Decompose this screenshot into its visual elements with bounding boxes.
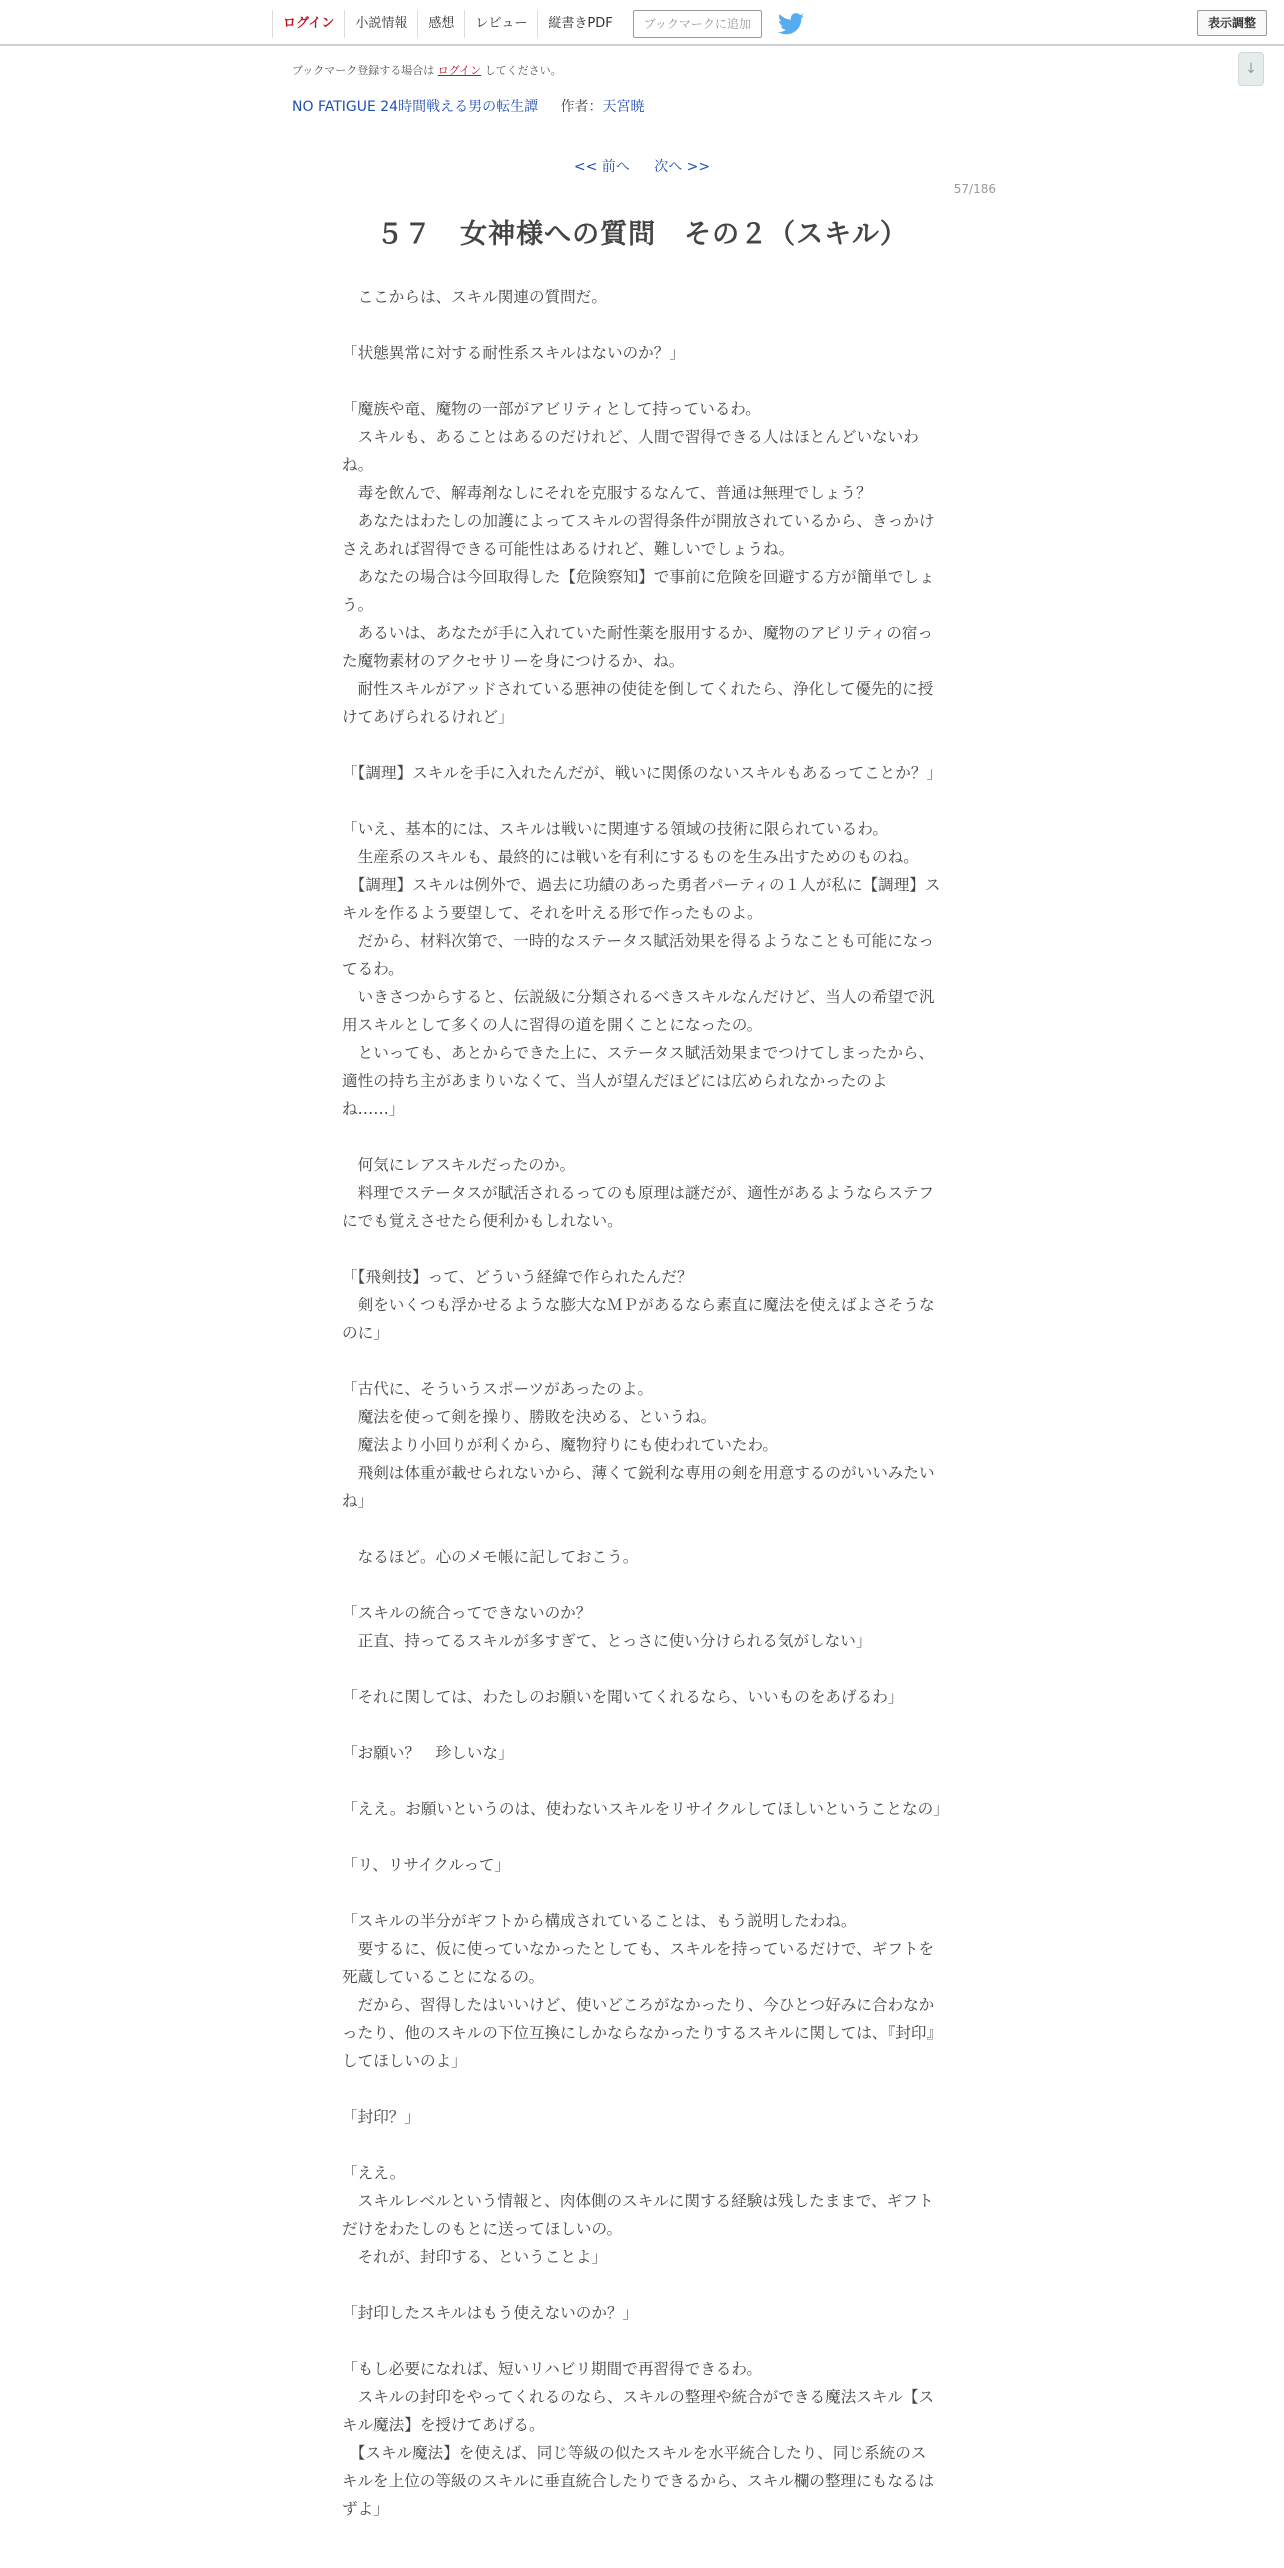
body-paragraph: 「もし必要になれば、短いリハビリ期間で再習得できるわ。	[342, 2360, 762, 2378]
body-paragraph: だから、習得したはいいけど、使いどころがなかったり、今ひとつ好みに合わなかったり、他のスキルの下位互換にしかならなかったりするスキルに関しては、『封印』してほしいのよ」	[342, 1996, 935, 2070]
login-link[interactable]: ログイン	[272, 10, 344, 38]
blank-line	[342, 1571, 942, 1599]
body-paragraph: いきさつからすると、伝説級に分類されるべきスキルなんだけど、当人の希望で汎用スキルとして多くの人に習得の道を開くことになったの。	[342, 988, 935, 1034]
body-paragraph: 「古代に、そういうスポーツがあったのよ。	[342, 1380, 654, 1398]
review-link[interactable]: レビュー	[464, 10, 537, 38]
next-chapter-link[interactable]: 次へ >>	[654, 159, 711, 175]
body-paragraph: 「それに関しては、わたしのお願いを聞いてくれるなら、いいものをあげるわ」	[342, 1688, 904, 1706]
bookmark-notice-before: ブックマーク登録する場合は	[292, 64, 435, 77]
body-paragraph: ここからは、スキル関連の質問だ。	[342, 288, 607, 306]
prev-chapter-link[interactable]: << 前へ	[573, 159, 630, 175]
blank-line	[342, 2271, 942, 2299]
novel-info-link[interactable]: 小説情報	[344, 10, 417, 38]
blank-line	[342, 1823, 942, 1851]
bookmark-notice-login-link[interactable]: ログイン	[437, 64, 482, 77]
body-paragraph: 魔法を使って剣を操り、勝敗を決める、というね。	[342, 1408, 717, 1426]
body-paragraph: 「魔族や竜、魔物の一部がアビリティとして持っているわ。	[342, 400, 761, 418]
scroll-down-button[interactable]: ↓	[1238, 52, 1264, 86]
body-paragraph: 【スキル魔法】を使えば、同じ等級の似たスキルを水平統合したり、同じ系統のスキルを上位の等級のスキルに垂直統合したりできるから、スキル欄の整理にもなるはずよ」	[342, 2444, 935, 2518]
body-paragraph: 飛剣は体重が載せられないから、薄くて鋭利な専用の剣を用意するのがいいみたいね」	[342, 1464, 935, 1510]
body-paragraph: 要するに、仮に使っていなかったとしても、スキルを持っているだけで、ギフトを死蔵していることになるの。	[342, 1940, 935, 1986]
author-label: 作者：	[560, 99, 603, 115]
body-paragraph: それが、封印する、ということよ」	[342, 2248, 608, 2266]
body-paragraph: 生産系のスキルも、最終的には戦いを有利にするものを生み出すためのものね。	[342, 848, 919, 866]
vertical-pdf-link[interactable]: 縦書きPDF	[537, 10, 622, 38]
chapter-body	[342, 283, 949, 2523]
body-paragraph: 「ええ。お願いというのは、使わないスキルをリサイクルしてほしいということなの」	[342, 1800, 949, 1818]
body-paragraph: 魔法より小回りが利くから、魔物狩りにも使われていたわ。	[342, 1436, 779, 1454]
blank-line	[342, 2327, 942, 2355]
body-paragraph: 耐性スキルがアッドされている悪神の使徒を倒してくれたら、浄化して優先的に授けてあげられるけれど」	[342, 680, 934, 726]
blank-line	[342, 1655, 942, 1683]
body-paragraph: あなたの場合は今回取得した【危険察知】で事前に危険を回避する方が簡単でしょう。	[342, 568, 935, 614]
body-paragraph: 「いえ、基本的には、スキルは戦いに関連する領域の技術に限られているわ。	[342, 820, 888, 838]
body-paragraph: 料理でステータスが賦活されるってのも原理は謎だが、適性があるようならステフにでも覚えさせたら便利かもしれない。	[342, 1184, 934, 1230]
blank-line	[342, 1879, 942, 1907]
body-paragraph: スキルの封印をやってくれるのなら、スキルの整理や統合ができる魔法スキル【スキル魔法】を授けてあげる。	[342, 2388, 935, 2434]
body-paragraph: 「リ、リサイクルって」	[342, 1856, 511, 1874]
bookmark-notice	[292, 62, 562, 78]
twitter-icon[interactable]	[778, 13, 804, 35]
blank-line	[342, 2075, 942, 2103]
body-paragraph: 正直、持ってるスキルが多すぎて、とっさに使い分けられる気がしない」	[342, 1632, 872, 1650]
header-nav	[272, 10, 804, 38]
blank-line	[342, 1711, 942, 1739]
author-link[interactable]: 天宮暁	[602, 99, 645, 115]
display-settings-button[interactable]: 表示調整	[1197, 10, 1267, 36]
body-paragraph: 「スキルの統合ってできないのか？	[342, 1604, 592, 1622]
body-paragraph: 「【調理】スキルを手に入れたんだが、戦いに関係のないスキルもあるってことか？」	[342, 764, 943, 782]
add-bookmark-button[interactable]: ブックマークに追加	[633, 10, 762, 38]
blank-line	[342, 367, 942, 395]
body-paragraph: 「封印したスキルはもう使えないのか？」	[342, 2304, 639, 2322]
body-paragraph: といっても、あとからできた上に、ステータス賦活効果までつけてしまったから、適性の持ち主があまりいなくて、当人が望んだほどには広められなかったのよね……」	[342, 1044, 935, 1118]
blank-line	[342, 787, 942, 815]
blank-line	[342, 311, 942, 339]
series-info	[292, 96, 645, 116]
body-paragraph: なるほど。心のメモ帳に記しておこう。	[342, 1548, 639, 1566]
body-paragraph: スキルも、あることはあるのだけれど、人間で習得できる人はほとんどいないわね。	[342, 428, 919, 474]
body-paragraph: あるいは、あなたが手に入れていた耐性薬を服用するか、魔物のアビリティの宿った魔物素材のアクセサリーを身につけるか、ね。	[342, 624, 934, 670]
body-paragraph: 【調理】スキルは例外で、過去に功績のあった勇者パーティの１人が私に【調理】スキルを作るよう要望して、それを叶える形で作ったものよ。	[342, 876, 941, 922]
blank-line	[342, 1767, 942, 1795]
body-paragraph: 「【飛剣技】って、どういう経緯で作られたんだ？	[342, 1268, 693, 1286]
chapter-title: ５７ 女神様への質問 その２（スキル）	[376, 219, 908, 250]
body-paragraph: 何気にレアスキルだったのか。	[342, 1156, 576, 1174]
blank-line	[342, 2131, 942, 2159]
body-paragraph: 毒を飲んで、解毒剤なしにそれを克服するなんて、普通は無理でしょう？	[342, 484, 872, 502]
top-header	[0, 0, 1284, 46]
impressions-link[interactable]: 感想	[417, 10, 464, 38]
body-paragraph: 「お願い？ 珍しいな」	[342, 1744, 514, 1762]
body-paragraph: だから、材料次第で、一時的なステータス賦活効果を得るようなことも可能になってるわ。	[342, 932, 934, 978]
chapter-pager	[0, 156, 1284, 176]
body-paragraph: スキルレベルという情報と、肉体側のスキルに関する経験は残したままで、ギフトだけをわたしのもとに送ってほしいの。	[342, 2192, 934, 2238]
chapter-count: 57/186	[953, 182, 996, 196]
body-paragraph: 「封印？」	[342, 2108, 420, 2126]
body-paragraph: 「ええ。	[342, 2164, 406, 2182]
body-paragraph: あなたはわたしの加護によってスキルの習得条件が開放されているから、きっかけさえあれば習得できる可能性はあるけれど、難しいでしょうね。	[342, 512, 935, 558]
blank-line	[342, 1235, 942, 1263]
blank-line	[342, 1515, 942, 1543]
blank-line	[342, 731, 942, 759]
blank-line	[342, 1123, 942, 1151]
body-paragraph: 剣をいくつも浮かせるような膨大なＭＰがあるなら素直に魔法を使えばよさそうなのに」	[342, 1296, 935, 1342]
series-title-link[interactable]: NO FATIGUE 24時間戦える男の転生譚	[292, 99, 539, 115]
body-paragraph: 「状態異常に対する耐性系スキルはないのか？」	[342, 344, 685, 362]
blank-line	[342, 1347, 942, 1375]
bookmark-notice-after: してください。	[484, 64, 562, 77]
body-paragraph: 「スキルの半分がギフトから構成されていることは、もう説明したわね。	[342, 1912, 857, 1930]
